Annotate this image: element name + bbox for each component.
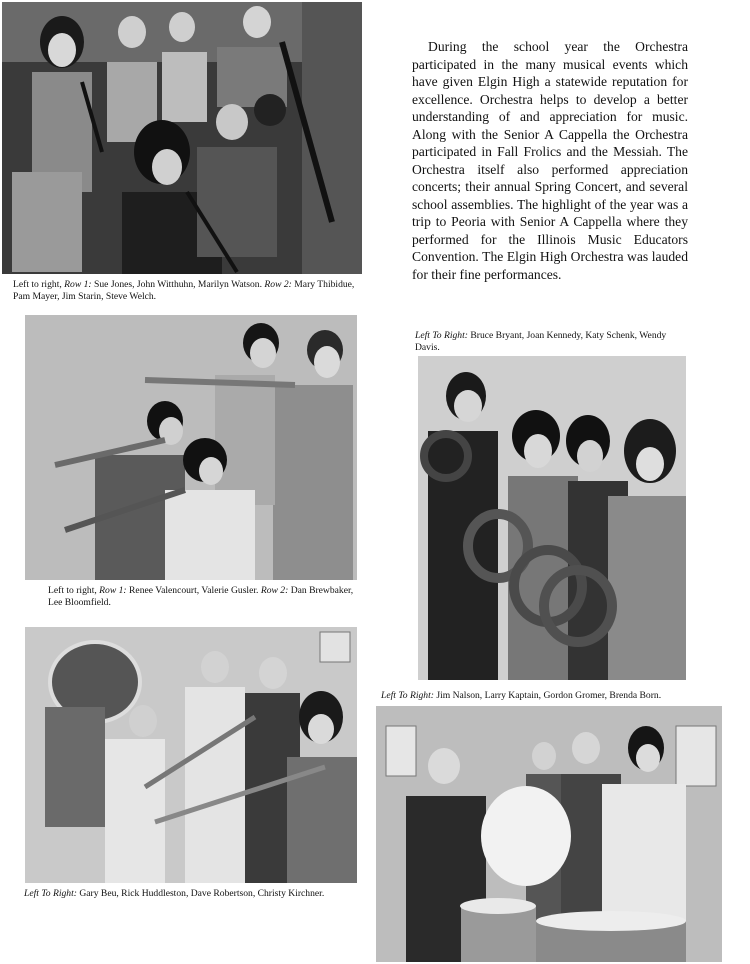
caption-label: Left To Right:	[24, 888, 77, 899]
caption-clarinet-section	[13, 279, 363, 303]
photo-trumpet-image	[25, 315, 357, 580]
photo-percussion-section	[376, 706, 722, 962]
caption-row1-names: Sue Jones, John Witthuhn, Marilyn Watson.	[94, 279, 263, 290]
caption-lead: Left to right,	[48, 585, 97, 596]
photo-horn-image	[418, 356, 686, 680]
caption-label: Left To Right:	[381, 690, 434, 701]
photo-clarinet-image	[2, 2, 362, 274]
caption-row2-label: Row 2:	[260, 585, 289, 596]
caption-percussion-section	[381, 690, 741, 702]
article-paragraph: During the school year the Orchestra participated in the many musical events which have given Elgin High a statewide reputation for excellence. Orchestra helps to develop a better understanding of and appreciation for music. Along with the Senior A Cappella the Orchestra participated in Fall Frolics and the Messiah. The Orchestra itself also performed appreciation concerts; their annual Spring Concert, and several school assemblies. The highlight of the year was a trip to Peoria with Senior A Cappella where they performed for the Illinois Music Educators Convention. The Elgin High Orchestra was lauded for their fine performances.	[412, 39, 688, 282]
caption-names: Jim Nalson, Larry Kaptain, Gordon Gromer, Brenda Born.	[436, 690, 662, 701]
photo-horn-section	[418, 356, 686, 680]
caption-label: Left To Right:	[415, 330, 468, 341]
photo-brass-image	[25, 627, 357, 883]
caption-row1-label: Row 1:	[99, 585, 127, 596]
caption-row2-label: Row 2:	[264, 279, 292, 290]
caption-row2-names: Dan Brewbaker, Lee Bloomfield.	[48, 585, 354, 608]
photo-clarinet-section	[2, 2, 362, 274]
caption-trumpet-section	[48, 585, 368, 609]
caption-names: Bruce Bryant, Joan Kennedy, Katy Schenk, Wendy Davis.	[415, 330, 667, 353]
caption-horn-section	[415, 330, 690, 354]
caption-row2-names: Mary Thibidue, Pam Mayer, Jim Starin, Steve Welch.	[13, 279, 355, 302]
caption-names: Gary Beu, Rick Huddleston, Dave Robertson, Christy Kirchner.	[79, 888, 325, 899]
caption-lead: Left to right,	[13, 279, 62, 290]
caption-row1-label: Row 1:	[64, 279, 92, 290]
photo-brass-section	[25, 627, 357, 883]
caption-brass-section	[24, 888, 369, 900]
photo-trumpet-section	[25, 315, 357, 580]
photo-percussion-image	[376, 706, 722, 962]
caption-row1-names: Renee Valencourt, Valerie Gusler.	[129, 585, 259, 596]
